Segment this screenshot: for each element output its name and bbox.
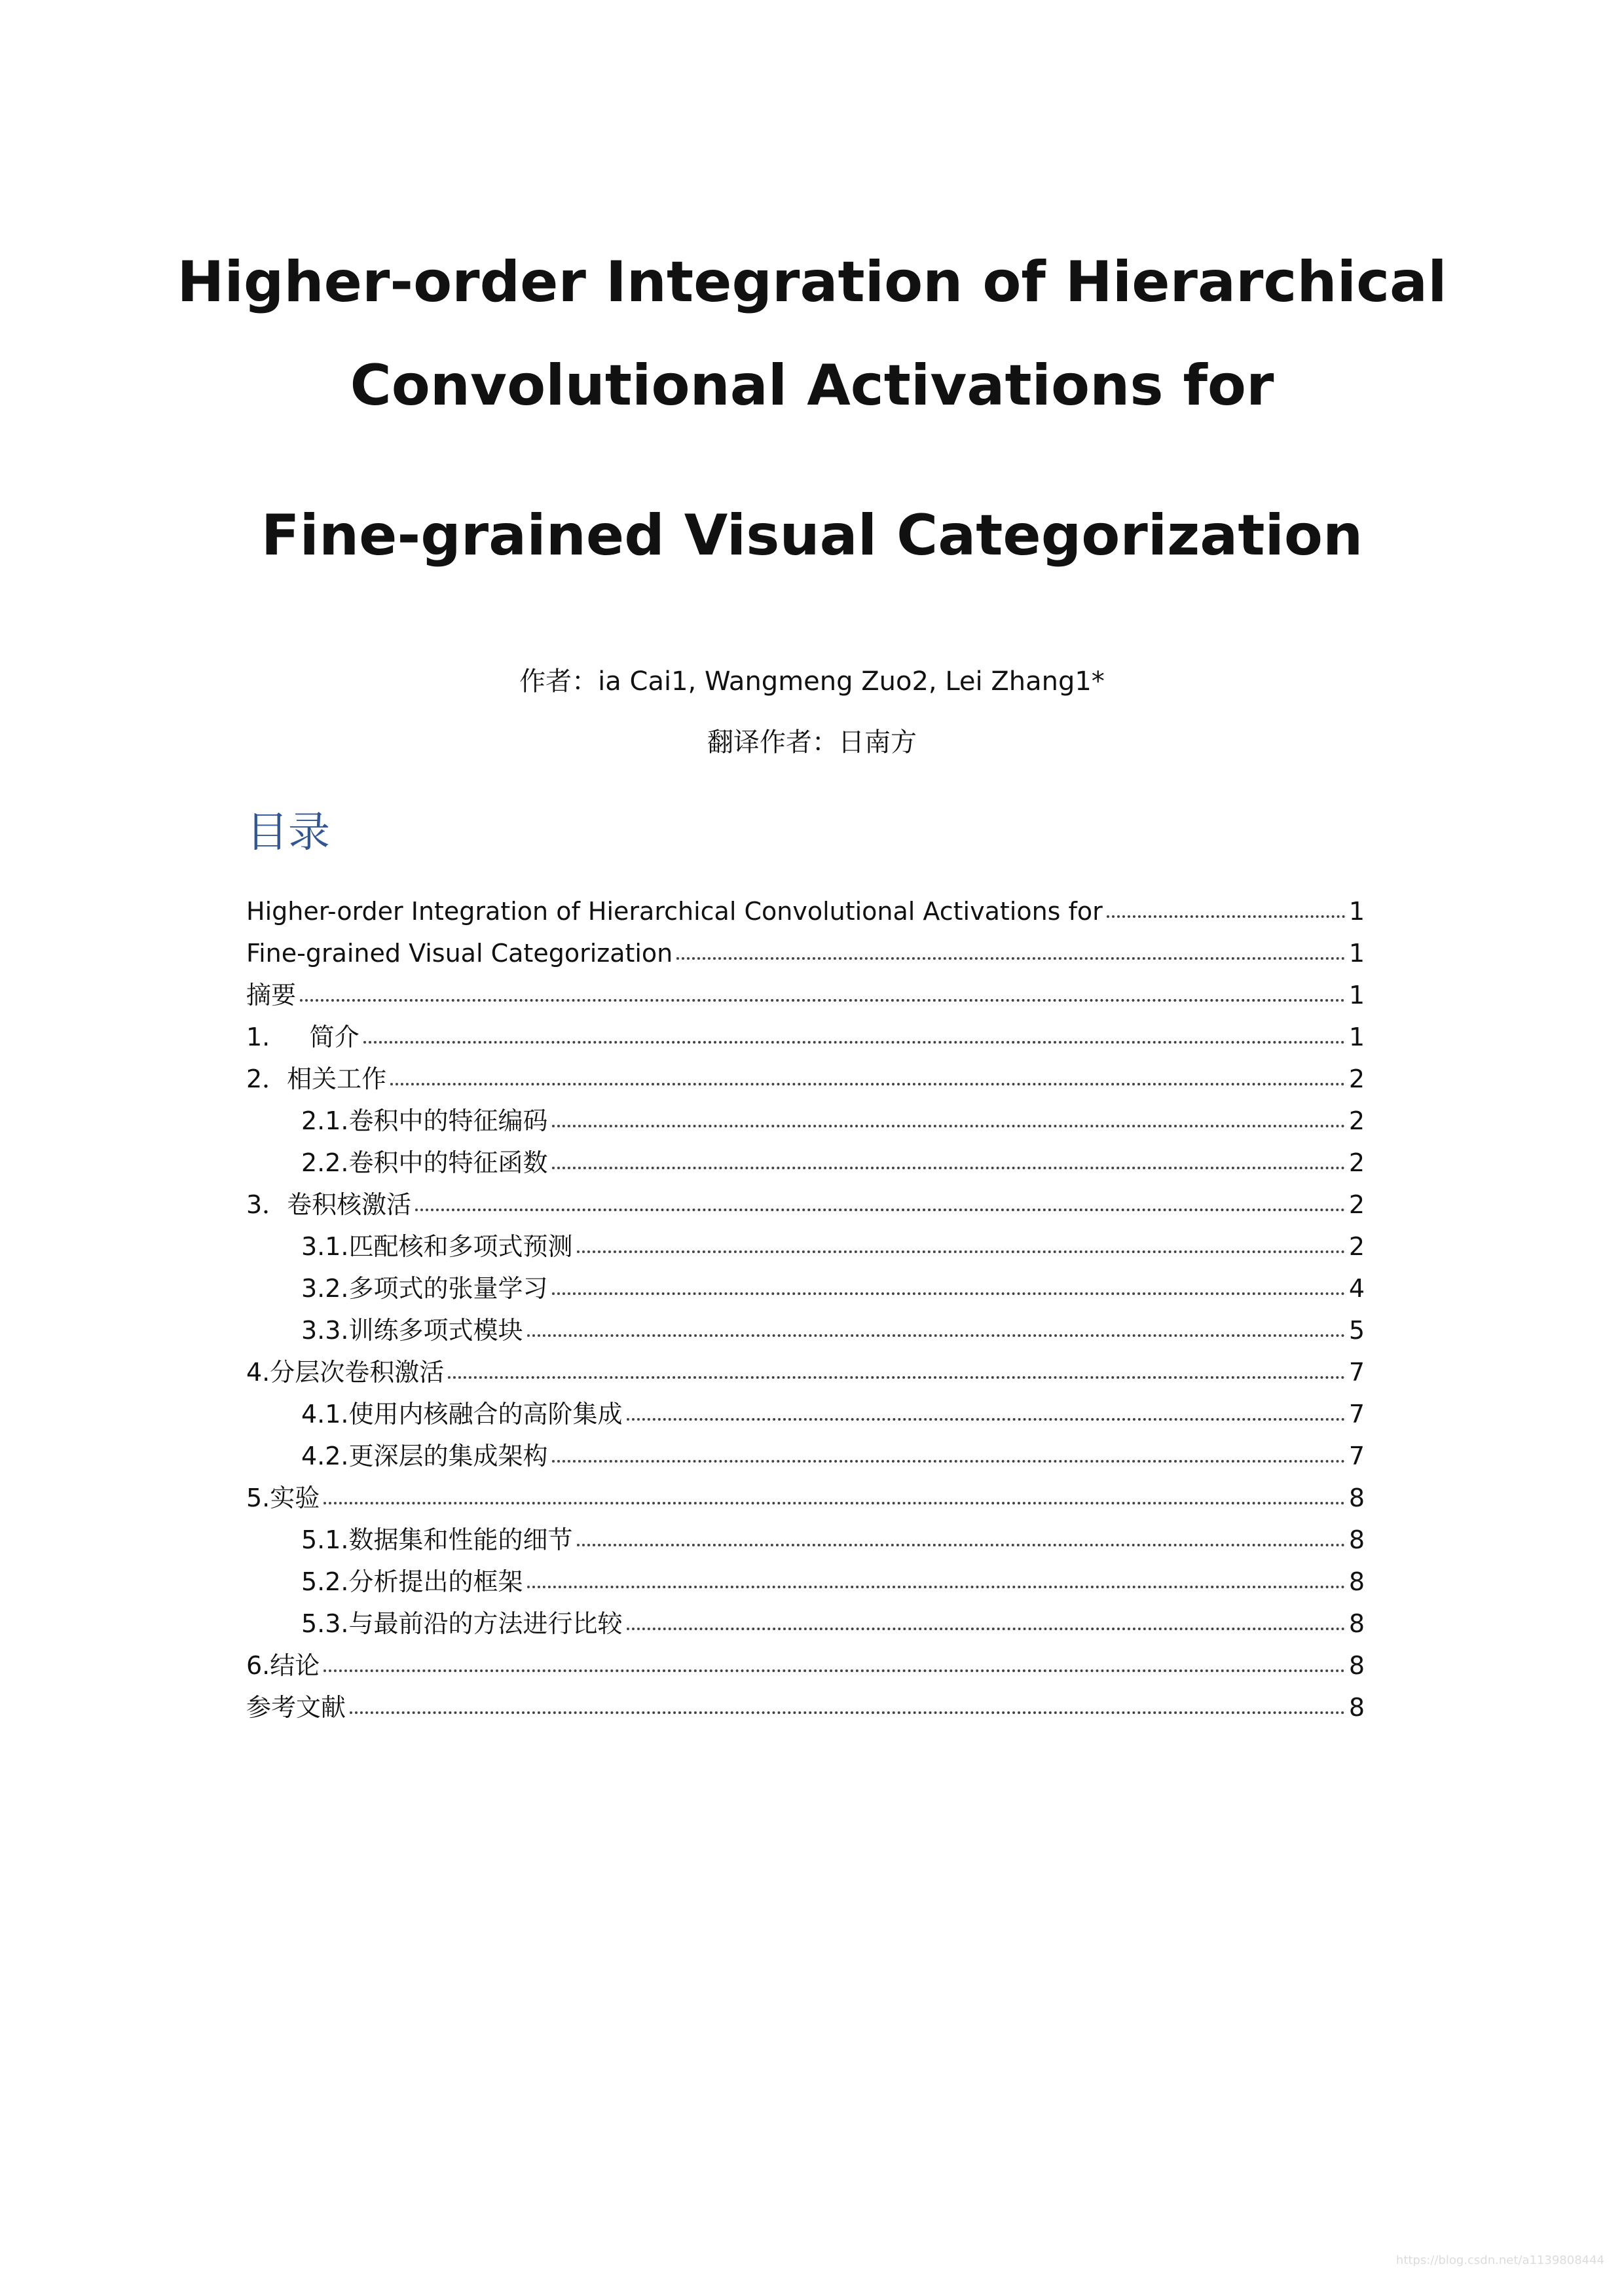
toc-entry-label: 4.分层次卷积激活 [246, 1360, 448, 1385]
toc-subentry[interactable] [301, 1259, 1365, 1301]
toc-entry-page: 2 [1348, 1106, 1365, 1135]
toc-subentry[interactable] [301, 1091, 1365, 1133]
toc-entry-label: 5.实验 [246, 1485, 323, 1510]
toc-subentry[interactable] [301, 1427, 1365, 1468]
toc-entry-label: 3．卷积核激活 [246, 1192, 415, 1217]
toc-entry-label: 3.2.多项式的张量学习 [301, 1276, 552, 1301]
toc-entry[interactable] [246, 1343, 1365, 1385]
toc-entry-label: 摘要 [246, 983, 300, 1008]
toc-entry-page: 1 [1348, 1023, 1365, 1051]
title-line-3: Fine-grained Visual Categorization [261, 503, 1363, 568]
toc-dot-leader [552, 1460, 1345, 1463]
toc-entry-label: 2.2.卷积中的特征函数 [301, 1150, 552, 1175]
toc-entry[interactable] [246, 924, 1365, 966]
toc-dot-leader [627, 1628, 1345, 1630]
toc-subentry[interactable] [301, 1552, 1365, 1594]
translator-line: 翻译作者：日南方 [707, 727, 917, 757]
toc-entry[interactable] [246, 1636, 1365, 1678]
toc-entry-label: 2．相关工作 [246, 1066, 390, 1091]
toc-subentry[interactable] [301, 1133, 1365, 1175]
toc-entry[interactable] [246, 1049, 1365, 1091]
toc-dot-leader [448, 1376, 1345, 1379]
toc-dot-leader [323, 1502, 1345, 1504]
watermark: https://blog.csdn.net/a1139808444 [1395, 2253, 1604, 2267]
toc-entry-page: 2 [1348, 1190, 1365, 1219]
toc-entry-label: Fine-grained Visual Categorization [246, 941, 676, 966]
toc-entry-page: 7 [1348, 1358, 1365, 1387]
toc-entry[interactable] [246, 882, 1365, 924]
toc-entry-label: 5.2.分析提出的框架 [301, 1569, 527, 1594]
title-line-1: Higher-order Integration of Hierarchical [177, 249, 1447, 315]
toc-entry[interactable] [246, 1468, 1365, 1510]
toc-entry-label: 5.1.数据集和性能的细节 [301, 1527, 577, 1552]
toc-entry-page: 8 [1348, 1693, 1365, 1722]
toc-dot-leader [527, 1334, 1345, 1337]
toc-dot-leader [676, 957, 1345, 960]
toc-dot-leader [1107, 915, 1345, 918]
toc-dot-leader [552, 1292, 1345, 1295]
toc-entry[interactable] [246, 1008, 1365, 1049]
toc-entry-page: 2 [1348, 1065, 1365, 1093]
toc-entry-page: 7 [1348, 1442, 1365, 1470]
toc-entry-page: 8 [1348, 1609, 1365, 1638]
toc-heading: 目录 [246, 809, 330, 857]
toc-dot-leader [300, 999, 1345, 1002]
toc-entry-label: 1. 简介 [246, 1025, 363, 1049]
toc-dot-leader [323, 1669, 1345, 1672]
toc-subentry[interactable] [301, 1217, 1365, 1259]
toc-entry-label: 4.2.更深层的集成架构 [301, 1444, 552, 1468]
toc-entry-page: 8 [1348, 1525, 1365, 1554]
toc-entry-label: 参考文献 [246, 1695, 350, 1720]
toc-dot-leader [350, 1711, 1345, 1714]
toc-entry[interactable] [246, 1175, 1365, 1217]
toc-entry-page: 8 [1348, 1651, 1365, 1680]
toc-entry[interactable] [246, 966, 1365, 1008]
toc-dot-leader [527, 1586, 1345, 1588]
toc-entry-label: Higher-order Integration of Hierarchical Convolutional Activations for [246, 899, 1107, 924]
toc-entry-label: 3.3.训练多项式模块 [301, 1318, 527, 1343]
toc-entry-page: 1 [1348, 939, 1365, 968]
toc-dot-leader [627, 1418, 1345, 1421]
toc-dot-leader [415, 1209, 1345, 1211]
author-line: 作者：ia Cai1, Wangmeng Zuo2, Lei Zhang1* [519, 666, 1105, 697]
toc-subentry[interactable] [301, 1510, 1365, 1552]
toc-entry-page: 8 [1348, 1567, 1365, 1596]
toc-subentry[interactable] [301, 1301, 1365, 1343]
toc-entry-page: 4 [1348, 1274, 1365, 1303]
toc-entry-label: 2.1.卷积中的特征编码 [301, 1108, 552, 1133]
toc-dot-leader [390, 1083, 1345, 1085]
toc-entry-page: 5 [1348, 1316, 1365, 1345]
toc-entry-page: 7 [1348, 1400, 1365, 1429]
toc-entry-page: 1 [1348, 981, 1365, 1010]
toc-subentry[interactable] [301, 1594, 1365, 1636]
toc-entry-label: 3.1.匹配核和多项式预测 [301, 1234, 577, 1259]
toc-entry-label: 5.3.与最前沿的方法进行比较 [301, 1611, 627, 1636]
toc-entry-page: 2 [1348, 1232, 1365, 1261]
toc-dot-leader [552, 1167, 1345, 1169]
title-line-2: Convolutional Activations for [350, 353, 1274, 418]
toc-dot-leader [363, 1041, 1345, 1044]
toc-dot-leader [577, 1544, 1345, 1546]
toc-entry-page: 2 [1348, 1148, 1365, 1177]
toc-entry[interactable] [246, 1678, 1365, 1720]
toc-entry-label: 6.结论 [246, 1653, 323, 1678]
toc-entry-label: 4.1.使用内核融合的高阶集成 [301, 1402, 627, 1427]
toc-entry-page: 1 [1348, 897, 1365, 926]
toc-entry-page: 8 [1348, 1484, 1365, 1512]
toc-subentry[interactable] [301, 1385, 1365, 1427]
toc-dot-leader [552, 1125, 1345, 1127]
toc-dot-leader [577, 1250, 1345, 1253]
